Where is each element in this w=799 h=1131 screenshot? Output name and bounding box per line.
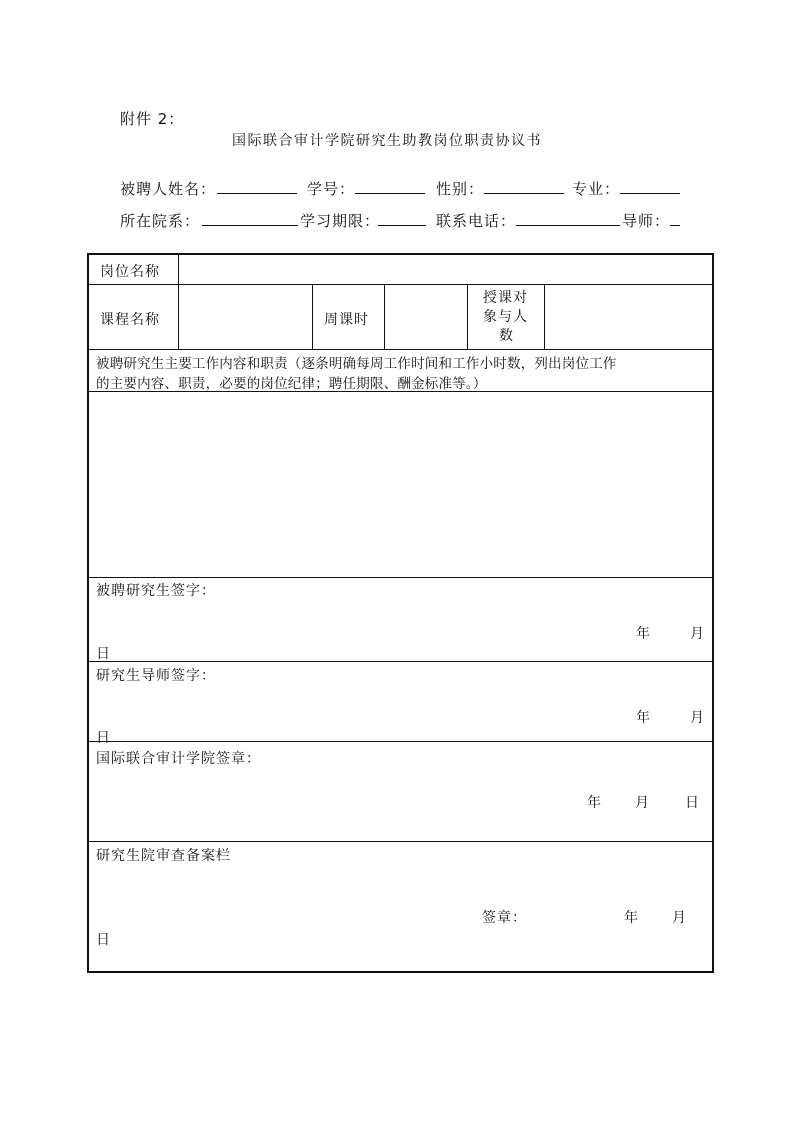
major-label: 专业： bbox=[572, 180, 621, 198]
grad-school-year: 年 bbox=[624, 910, 639, 926]
gender-field[interactable] bbox=[484, 193, 564, 194]
position-name-field[interactable] bbox=[180, 255, 711, 283]
phone-field[interactable] bbox=[516, 225, 620, 226]
student-id-field[interactable] bbox=[355, 193, 425, 194]
table-divider bbox=[88, 349, 713, 350]
advisor-signature-label: 研究生导师签字： bbox=[96, 668, 216, 684]
grad-school-day: 日 bbox=[96, 932, 111, 948]
name-field[interactable] bbox=[217, 193, 297, 194]
attachment-label: 附件 2： bbox=[120, 110, 185, 128]
table-divider bbox=[467, 285, 468, 350]
college-seal-year: 年 bbox=[587, 795, 602, 811]
audience-label-line: 象与人 bbox=[483, 309, 528, 325]
table-divider bbox=[384, 285, 385, 350]
table-divider bbox=[312, 285, 313, 350]
student-id-label: 学号： bbox=[307, 180, 356, 198]
student-sign-day: 日 bbox=[96, 646, 111, 662]
advisor-sign-month: 月 bbox=[690, 710, 705, 726]
grad-school-review-label: 研究生院审查备案栏 bbox=[96, 848, 231, 864]
study-period-label: 学习期限： bbox=[300, 212, 381, 230]
duties-instructions-line: 被聘研究生主要工作内容和职责（逐条明确每周工作时间和工作小时数，列出岗位工作 bbox=[96, 356, 617, 372]
department-field[interactable] bbox=[202, 225, 298, 226]
advisor-sign-year: 年 bbox=[636, 710, 651, 726]
document-title: 国际联合审计学院研究生助教岗位职责协议书 bbox=[232, 133, 542, 149]
student-sign-month: 月 bbox=[690, 626, 705, 642]
audience-label-line: 授课对 bbox=[483, 290, 528, 306]
college-seal-label: 国际联合审计学院签章： bbox=[96, 751, 261, 767]
grad-school-seal-label: 签章： bbox=[482, 910, 527, 926]
advisor-label: 导师： bbox=[622, 212, 671, 230]
study-period-field[interactable] bbox=[378, 225, 426, 226]
table-divider bbox=[88, 841, 713, 842]
college-seal-month: 月 bbox=[635, 795, 650, 811]
audience-field[interactable] bbox=[546, 286, 711, 348]
weekly-hours-field[interactable] bbox=[386, 286, 465, 348]
duties-instructions-line: 的主要内容、职责，必要的岗位纪律；聘任期限、酬金标准等。） bbox=[96, 376, 487, 392]
student-signature-label: 被聘研究生签字： bbox=[96, 583, 216, 599]
department-label: 所在院系： bbox=[120, 212, 201, 230]
advisor-sign-day: 日 bbox=[96, 730, 111, 746]
course-name-field[interactable] bbox=[180, 286, 310, 348]
college-seal-day: 日 bbox=[685, 795, 700, 811]
table-divider bbox=[88, 284, 713, 285]
name-label: 被聘人姓名： bbox=[120, 180, 217, 198]
gender-label: 性别： bbox=[436, 180, 485, 198]
position-name-label: 岗位名称 bbox=[100, 264, 160, 280]
student-sign-year: 年 bbox=[636, 626, 651, 642]
course-name-label: 课程名称 bbox=[100, 312, 160, 328]
phone-label: 联系电话： bbox=[436, 212, 517, 230]
table-divider bbox=[178, 254, 179, 350]
audience-label-line: 数 bbox=[499, 328, 514, 344]
table-divider bbox=[544, 285, 545, 350]
grad-school-month: 月 bbox=[672, 910, 687, 926]
weekly-hours-label: 周课时 bbox=[324, 312, 369, 328]
table-divider bbox=[88, 741, 713, 742]
major-field[interactable] bbox=[620, 193, 680, 194]
table-divider bbox=[88, 661, 713, 662]
duties-content-area[interactable] bbox=[90, 393, 711, 575]
table-divider bbox=[88, 577, 713, 578]
advisor-field[interactable] bbox=[670, 225, 680, 226]
